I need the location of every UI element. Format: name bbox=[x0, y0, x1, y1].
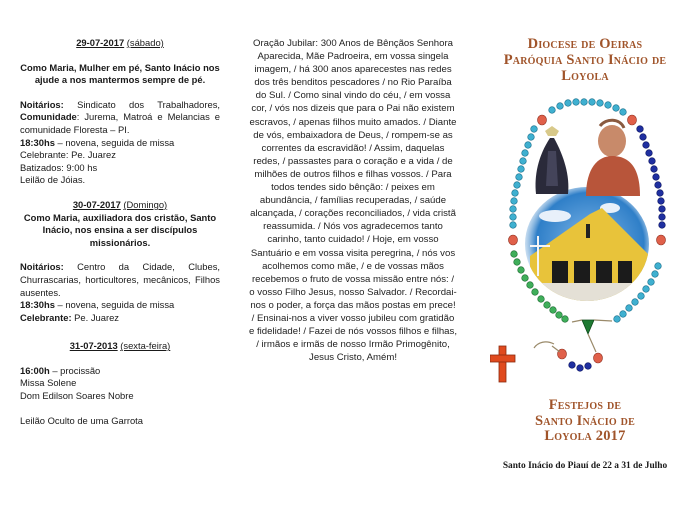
day2-heading bbox=[20, 199, 220, 212]
day3-time bbox=[20, 365, 220, 378]
day1-comunidade-label: Comunidade bbox=[20, 111, 77, 123]
day3-heading bbox=[20, 340, 220, 353]
day1-theme: Como Maria, Mulher em pé, Santo Inácio nos ajude a nos mantermos sempre de pé. bbox=[20, 61, 220, 86]
day2-time-text: – novena, seguida de missa bbox=[54, 299, 175, 311]
day2-weekday: (Domingo) bbox=[123, 198, 168, 210]
festejos-line3: Loyola 2017 bbox=[544, 428, 626, 444]
day3-time-label: 16:00h bbox=[20, 364, 50, 376]
day1-time bbox=[20, 137, 220, 150]
festejos-line1: Festejos de bbox=[548, 397, 622, 413]
day3-date: 31-07-2013 bbox=[69, 340, 118, 352]
day1-noitarios bbox=[20, 99, 220, 137]
day1-date: 29-07-2017 bbox=[76, 37, 125, 48]
medal-icon bbox=[582, 320, 594, 334]
day3-time-text: – procissão bbox=[49, 364, 101, 376]
crucifix-icon bbox=[490, 346, 515, 382]
day1-noitarios-text: Sindicato dos Trabalhadores, bbox=[63, 98, 220, 110]
day2-theme: Como Maria, auxiliadora dos cristão, Santo Inácio, nos ensina a ser discípulos missionários. bbox=[23, 211, 217, 248]
day2-celebrante-label: Celebrante: bbox=[20, 311, 72, 323]
day2-noitarios bbox=[20, 261, 220, 299]
parish-name-cont: Loyola bbox=[561, 68, 609, 84]
st-ignatius-figure bbox=[586, 120, 640, 196]
day3-missa: Missa Solene bbox=[20, 377, 77, 389]
day2-noitarios-text: Centro da Cidade, Clubes, Churrascarias, horticultores, mecânicos, Filhos ausentes. bbox=[20, 261, 220, 298]
day1-comunidade-text: : Jurema, Matroá e Melancias e comunidade Floresta – PI. bbox=[20, 111, 220, 135]
festejos-title bbox=[470, 398, 700, 445]
day3-bishop: Dom Edilson Soares Nobre bbox=[20, 390, 134, 402]
day1-heading bbox=[20, 37, 220, 50]
parish-name: Paróquia Santo Inácio de bbox=[503, 52, 667, 68]
day2-celebrante bbox=[20, 312, 220, 325]
festejos-line2: Santo Inácio de bbox=[535, 412, 635, 429]
prayer-panel bbox=[248, 0, 458, 525]
diocese-title bbox=[470, 36, 700, 84]
schedule-panel bbox=[20, 0, 220, 525]
festival-dates: Santo Inácio do Piauí de 22 a 31 de Julho bbox=[502, 461, 668, 471]
day1-time-text: – novena, seguida de missa bbox=[54, 136, 175, 148]
day1-noitarios-label: Noitários: bbox=[20, 98, 64, 110]
day2-noitarios-label: Noitários: bbox=[20, 261, 64, 273]
day2-celebrante-text: Pe. Juarez bbox=[71, 311, 119, 323]
day1-weekday: (sábado) bbox=[126, 37, 164, 48]
cover-panel bbox=[470, 0, 700, 525]
day1-celebrante: Celebrante: Pe. Juarez bbox=[20, 149, 116, 161]
day1-leilao: Leilão de Jóias. bbox=[20, 174, 86, 186]
jubilee-prayer: Oração Jubilar: 300 Anos de Bênçãos Senhora Aparecida, Mãe Padroeira, em vossa singela imagem, / há 300 anos aparecestes nas redes dos três benditos pescadores / no Rio Paraíba do Sul. / Como sinal vindo do céu, / em vossa cor, / vós nos dizeis que para o Pai não existem escravos, / apenas filhos muito amados. / Diante de vós, embaixadora de Deus, / rompem-se as correntes da escravidão! / Assim, daquelas redes, / passastes para o coração e a vida / de milhões de outros filhos e filhas vossos. / Para todos tendes sido bênção: / peixes em abundância, / famílias recuperadas, / saúde alcançada, / corações reconciliados, / vida cristã reassumida. / Nós vos agradecemos tanto carinho, tanto cuidado! / Hoje, em vosso Santuário e em vossa visita peregrina, / nós vos acolhemos como mãe, / e de vossas mãos recebemos o fruto de vossa missão entre nós: / o vosso Filho Jesus, nosso Salvador. / Recordai-nos o poder, a força das mãos postas em prece! / Ensinai-nos a viver vosso jubileu com gratidão e fidelidade! / Fazei de nós vossos filhos e filhas, / irmãos e irmãs de nosso Irmão Primogênito, Jesus Cristo, Amém! bbox=[249, 38, 457, 364]
our-lady-aparecida-figure bbox=[536, 126, 569, 194]
day3-leilao: Leilão Oculto de uma Garrota bbox=[20, 414, 143, 426]
diocese-name: Diocese de Oeiras bbox=[527, 36, 643, 52]
rosary-emblem-image bbox=[490, 96, 680, 386]
day1-batizados: Batizados: 9:00 hs bbox=[20, 161, 98, 173]
day2-time bbox=[20, 299, 220, 312]
day3-weekday: (sexta-feira) bbox=[120, 340, 171, 352]
day1-time-label: 18:30hs bbox=[20, 136, 55, 148]
day2-date: 30-07-2017 bbox=[72, 198, 121, 210]
day2-time-label: 18:30hs bbox=[20, 299, 55, 311]
